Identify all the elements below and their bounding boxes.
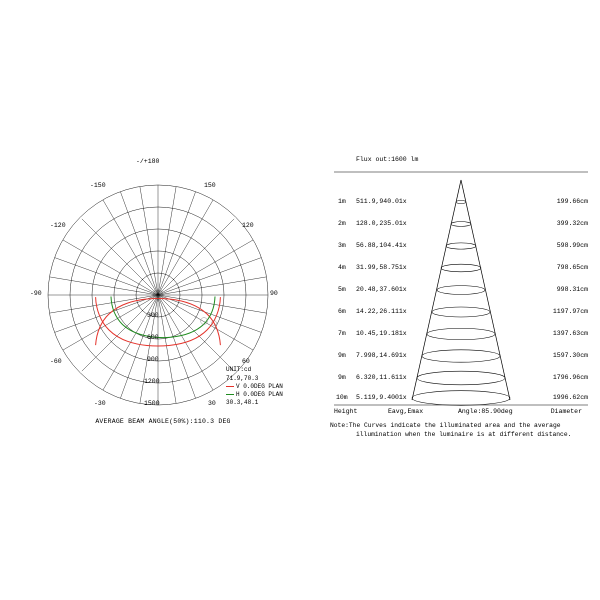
cone-row-lux-10: 5.119,9.4001x bbox=[356, 394, 407, 401]
cone-row-diameter-4: 798.65cm bbox=[556, 264, 588, 271]
cone-row-lux-5: 20.48,37.601x bbox=[356, 286, 407, 293]
cone-note-line1: Note:The Curves indicate the illuminated area and the average bbox=[330, 422, 561, 429]
cone-row-lux-4: 31.99,58.751x bbox=[356, 264, 407, 271]
cone-row-height-10: 10m bbox=[336, 394, 348, 401]
polar-caption: AVERAGE BEAM ANGLE(50%):110.3 DEG bbox=[95, 418, 231, 425]
cone-row-diameter-10: 1996.62cm bbox=[552, 394, 588, 401]
cone-row-lux-8: 7.998,14.691x bbox=[356, 352, 407, 359]
cone-row-height-8: 9m bbox=[338, 352, 346, 359]
cone-row-diameter-2: 399.32cm bbox=[556, 220, 588, 227]
cone-row-height-6: 6m bbox=[338, 308, 346, 315]
polar-label-150: 150 bbox=[204, 182, 216, 189]
polar-legend bbox=[226, 366, 283, 407]
cone-row-height-7: 7m bbox=[338, 330, 346, 337]
legend-v-label: V 0.0DEG PLAN bbox=[236, 383, 283, 390]
polar-label-minus30: -30 bbox=[94, 400, 106, 407]
polar-label-120: 120 bbox=[242, 222, 254, 229]
cone-row-height-3: 3m bbox=[338, 242, 346, 249]
polar-label-top: -/+180 bbox=[136, 158, 160, 165]
flux-out-label: Flux out:1600 lm bbox=[356, 156, 419, 163]
cone-row-height-9: 9m bbox=[338, 374, 346, 381]
cone-header-angle: Angle:85.90deg bbox=[458, 408, 513, 415]
cone-row-diameter-6: 1197.97cm bbox=[552, 308, 588, 315]
cone-note-line2: illumination when the luminaire is at different distance. bbox=[356, 430, 572, 438]
cone-row-lux-1: 511.9,940.01x bbox=[356, 198, 407, 205]
cone-row-lux-7: 10.45,19.181x bbox=[356, 330, 407, 337]
cone-row-lux-3: 56.88,104.41x bbox=[356, 242, 407, 249]
cone-header-diameter: Diameter bbox=[550, 408, 582, 415]
polar-radial-1500: 1500 bbox=[144, 400, 160, 407]
legend-swatch-h bbox=[226, 394, 234, 395]
polar-radial-600: 600 bbox=[147, 334, 159, 341]
cone-row-height-4: 4m bbox=[338, 264, 346, 271]
polar-label-60: 60 bbox=[242, 358, 250, 365]
cone-row-diameter-8: 1597.30cm bbox=[552, 352, 588, 359]
polar-radial-1200: 1200 bbox=[144, 378, 160, 385]
polar-unit-label: UNIT:cd bbox=[226, 366, 252, 373]
cone-row-diameter-3: 598.99cm bbox=[556, 242, 588, 249]
cone-diagram bbox=[330, 156, 592, 440]
cone-note bbox=[330, 422, 571, 439]
legend-h-label: H 0.0DEG PLAN bbox=[236, 391, 283, 398]
cone-header-height: Height bbox=[334, 408, 358, 415]
cone-row-lux-9: 6.320,11.611x bbox=[356, 374, 407, 381]
cone-row-height-2: 2m bbox=[338, 220, 346, 227]
cone-row-diameter-7: 1397.63cm bbox=[552, 330, 588, 337]
polar-label-30: 30 bbox=[208, 400, 216, 407]
cone-row-diameter-1: 199.66cm bbox=[556, 198, 588, 205]
cone-row-lux-6: 14.22,26.111x bbox=[356, 308, 407, 315]
polar-label-90: 90 bbox=[270, 290, 278, 297]
cone-row-height-5: 5m bbox=[338, 286, 346, 293]
cone-row-diameter-5: 998.31cm bbox=[556, 286, 588, 293]
legend-v-values: 71.9,70.3 bbox=[226, 375, 259, 382]
cone-row-diameter-9: 1796.96cm bbox=[552, 374, 588, 381]
legend-swatch-v bbox=[226, 386, 234, 387]
legend-h-values: 30.3,48.1 bbox=[226, 399, 259, 406]
polar-radial-900: 900 bbox=[147, 356, 159, 363]
polar-label-minus120: -120 bbox=[50, 222, 66, 229]
cone-row-height-1: 1m bbox=[338, 198, 346, 205]
cone-header-lux: Eavg,Emax bbox=[388, 408, 424, 415]
polar-label-minus150: -150 bbox=[90, 182, 106, 189]
cone-row-lux-2: 128.0,235.01x bbox=[356, 220, 407, 227]
polar-radial-300: 300 bbox=[147, 312, 159, 319]
polar-label-minus60: -60 bbox=[50, 358, 62, 365]
polar-label-minus90: -90 bbox=[30, 290, 42, 297]
polar-diagram bbox=[8, 160, 308, 440]
